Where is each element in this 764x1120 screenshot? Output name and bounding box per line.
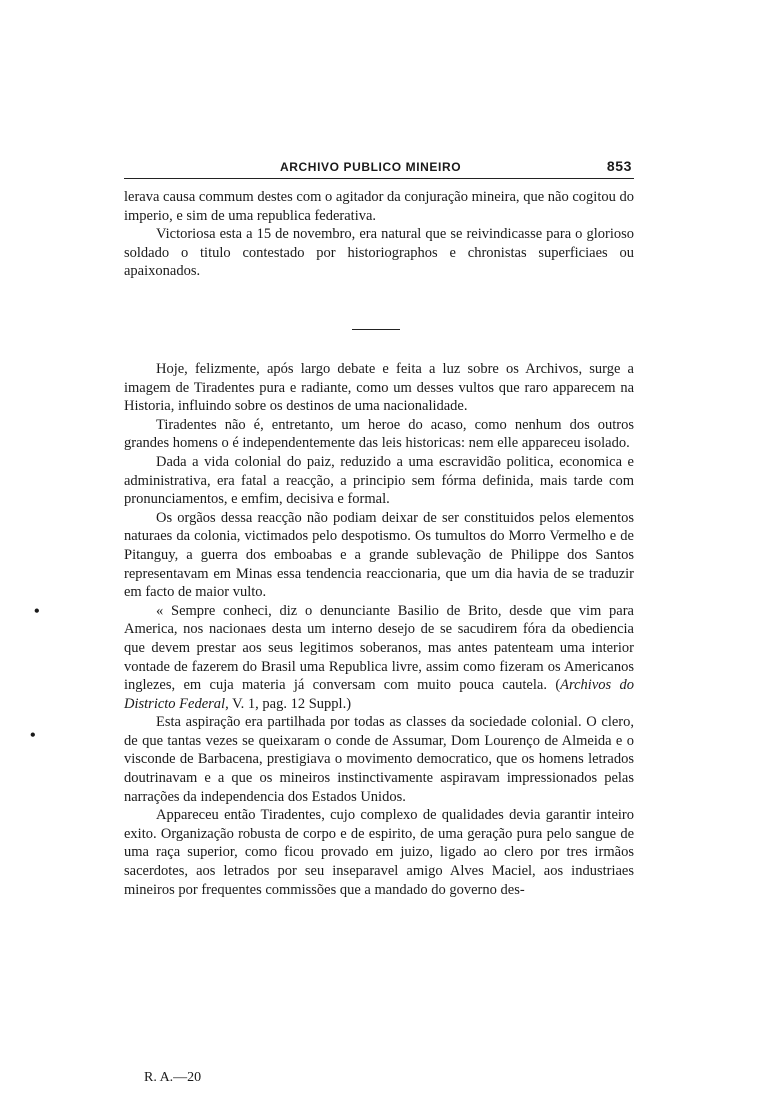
running-header [124, 156, 634, 179]
paragraph: Victoriosa esta a 15 de novembro, era natural que se reivindicasse para o glorioso soldado o titulo contestado por historiographos e chronistas superficiaes ou apaixonados. [124, 226, 634, 280]
margin-mark: • [30, 727, 36, 744]
paragraph: Appareceu então Tiradentes, cujo complexo de qualidades devia garantir inteiro exito. Organização robusta de corpo e de espirito, de uma geração pura pelo sangue de uma raça superior, como ficou provado em juizo, ligado ao clero por tres irmãos sacerdotes, aos letrados por seu inseparavel amigo Alves Maciel, aos industriaes mineiros por frequentes commissões que a mandado do governo des- [124, 807, 634, 898]
paragraph: lerava causa commum destes com o agitador da conjuração mineira, que não cogitou do imperio, e sim de uma republica federativa. [124, 189, 634, 224]
margin-mark: • [34, 603, 40, 620]
paragraph: Dada a vida colonial do paiz, reduzido a uma escravidão politica, economica e administrativa, era fatal a reacção, a principio sem fórma definida, mais tarde com pronunciamentos, e emfim, decisiva e formal. [124, 453, 634, 508]
signature-mark: R. A.—20 [144, 1070, 202, 1085]
citation-detail: , V. 1, pag. 12 Suppl.) [225, 695, 352, 712]
citation-source: Archivos do Districto Federal [124, 677, 635, 712]
section-1 [124, 188, 634, 281]
paragraph: Hoje, felizmente, após largo debate e feita a luz sobre os Archivos, surge a imagem de Tiradentes pura e radiante, como um desses vultos que raro apparecem na Historia, influindo sobre os destinos de uma nacionalidade. [124, 361, 634, 415]
quote-paragraph [124, 602, 634, 714]
section-2 [124, 360, 634, 899]
page-number: 853 [606, 158, 632, 174]
paragraph: Tiradentes não é, entretanto, um heroe do acaso, como nenhum dos outros grandes homens o é independentemente das leis historicas: nem elle appareceu isolado. [124, 416, 634, 452]
section-divider [352, 329, 400, 330]
paragraph: Esta aspiração era partilhada por todas as classes da sociedade colonial. O clero, de que tantas vezes se queixaram o conde de Assumar, Dom Lourenço de Almeida e o visconde de Barbacena, prestigiava o movimento democratico, que os homens letrados doutrinavam e a que os mineiros instinctivamente aspiravam impressionados pelas narrações da independencia dos Estados Unidos. [124, 714, 634, 805]
quote-text: « Sempre conheci, diz o denunciante Basilio de Brito, desde que vim para America, nos nacionaes desta um interno desejo de se sacudirem fóra da obediencia que devem prestar aos seus legitimos soberanos, mas antes patenteam uma interior vontade de fazerem do Brasil uma Republica livre, assim como fizeram os Americanos inglezes, em cuja materia já conversam com muito pouca cautela. [124, 602, 634, 694]
paragraph: Os orgãos dessa reacção não podiam deixar de ser constituidos pelos elementos naturaes da colonia, victimados pelo despotismo. Os tumultos do Morro Vermelho e de Pitanguy, a guerra dos emboabas e a grande sublevação de Philippe dos Santos representavam em Minas essa tendencia reaccionaria, que um dia havia de se traduzir em facto de maior vulto. [124, 509, 634, 601]
citation-open: ( [555, 677, 561, 694]
running-title: ARCHIVO PUBLICO MINEIRO [280, 160, 462, 174]
